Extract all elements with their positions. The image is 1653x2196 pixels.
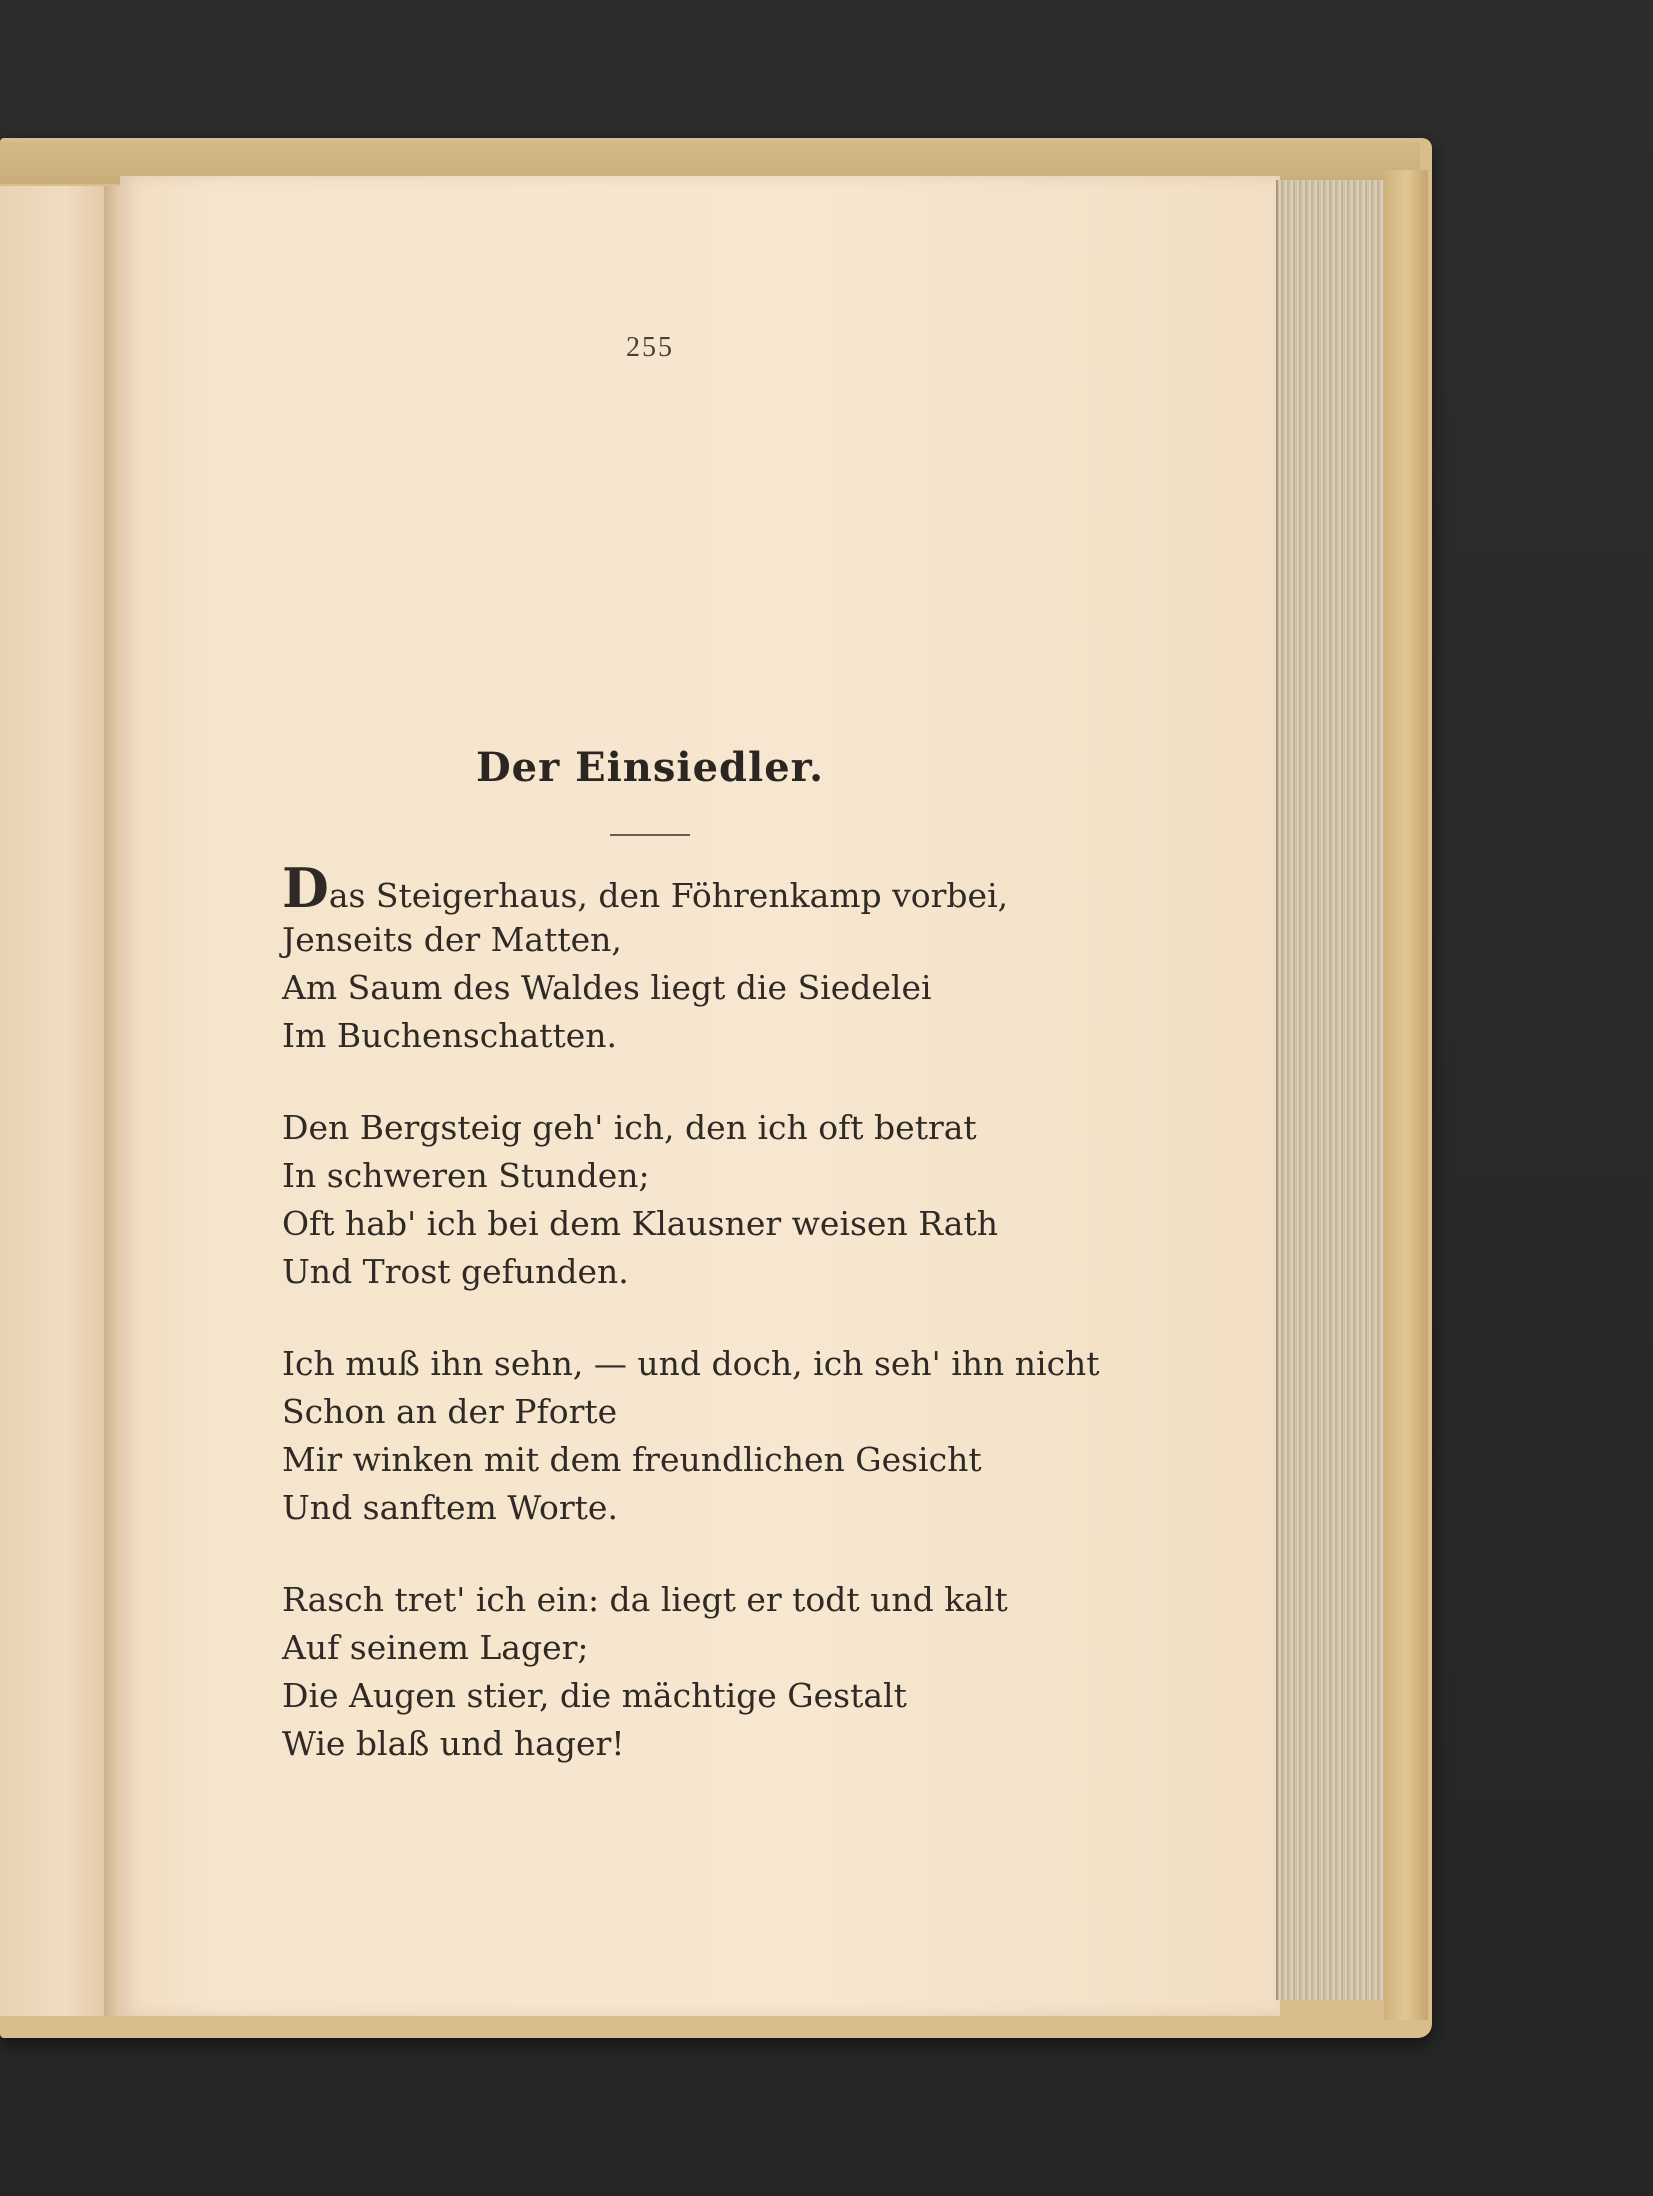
- book-binding-edge: [1384, 170, 1428, 2020]
- verse-line: Schon an der Pforte: [282, 1392, 618, 1431]
- verse-line: Mir winken mit dem freundlichen Gesicht: [282, 1440, 982, 1479]
- verse-line: Am Saum des Waldes liegt die Siedelei: [282, 968, 932, 1007]
- left-page: [0, 186, 110, 2016]
- verse-line: Und Trost gefunden.: [282, 1252, 629, 1291]
- verse-line: Ich muß ihn sehn, — und doch, ich seh' ihn nicht: [282, 1344, 1100, 1383]
- page-edges: [1276, 180, 1386, 2000]
- verse-line: Wie blaß und hager!: [282, 1724, 625, 1763]
- verse-line: Und sanftem Worte.: [282, 1488, 618, 1527]
- verse-line: Oft hab' ich bei dem Klausner weisen Rath: [282, 1204, 998, 1243]
- title-divider: [610, 834, 690, 836]
- verse-line: In schweren Stunden;: [282, 1156, 650, 1195]
- poem-body: [282, 856, 1102, 1812]
- verse-line: Auf seinem Lager;: [282, 1628, 589, 1667]
- verse-line: Jenseits der Matten,: [282, 920, 622, 959]
- drop-cap-initial: D: [282, 856, 329, 920]
- verse-line: Die Augen stier, die mächtige Gestalt: [282, 1676, 907, 1715]
- stanza: [282, 1104, 1102, 1296]
- poem-title: Der Einsiedler.: [475, 744, 824, 791]
- verse-line: Rasch tret' ich ein: da liegt er todt und kalt: [282, 1580, 1008, 1619]
- stanza: [282, 1576, 1102, 1768]
- verse-line: Den Bergsteig geh' ich, den ich oft betrat: [282, 1108, 977, 1147]
- first-line-text: as Steigerhaus, den Föhrenkamp vorbei,: [328, 876, 1009, 915]
- stanza: [282, 1340, 1102, 1532]
- verse-line: [282, 856, 1102, 920]
- verse-line: Im Buchenschatten.: [282, 1016, 617, 1055]
- stanza: [282, 856, 1102, 1060]
- page-number: 255: [626, 332, 674, 363]
